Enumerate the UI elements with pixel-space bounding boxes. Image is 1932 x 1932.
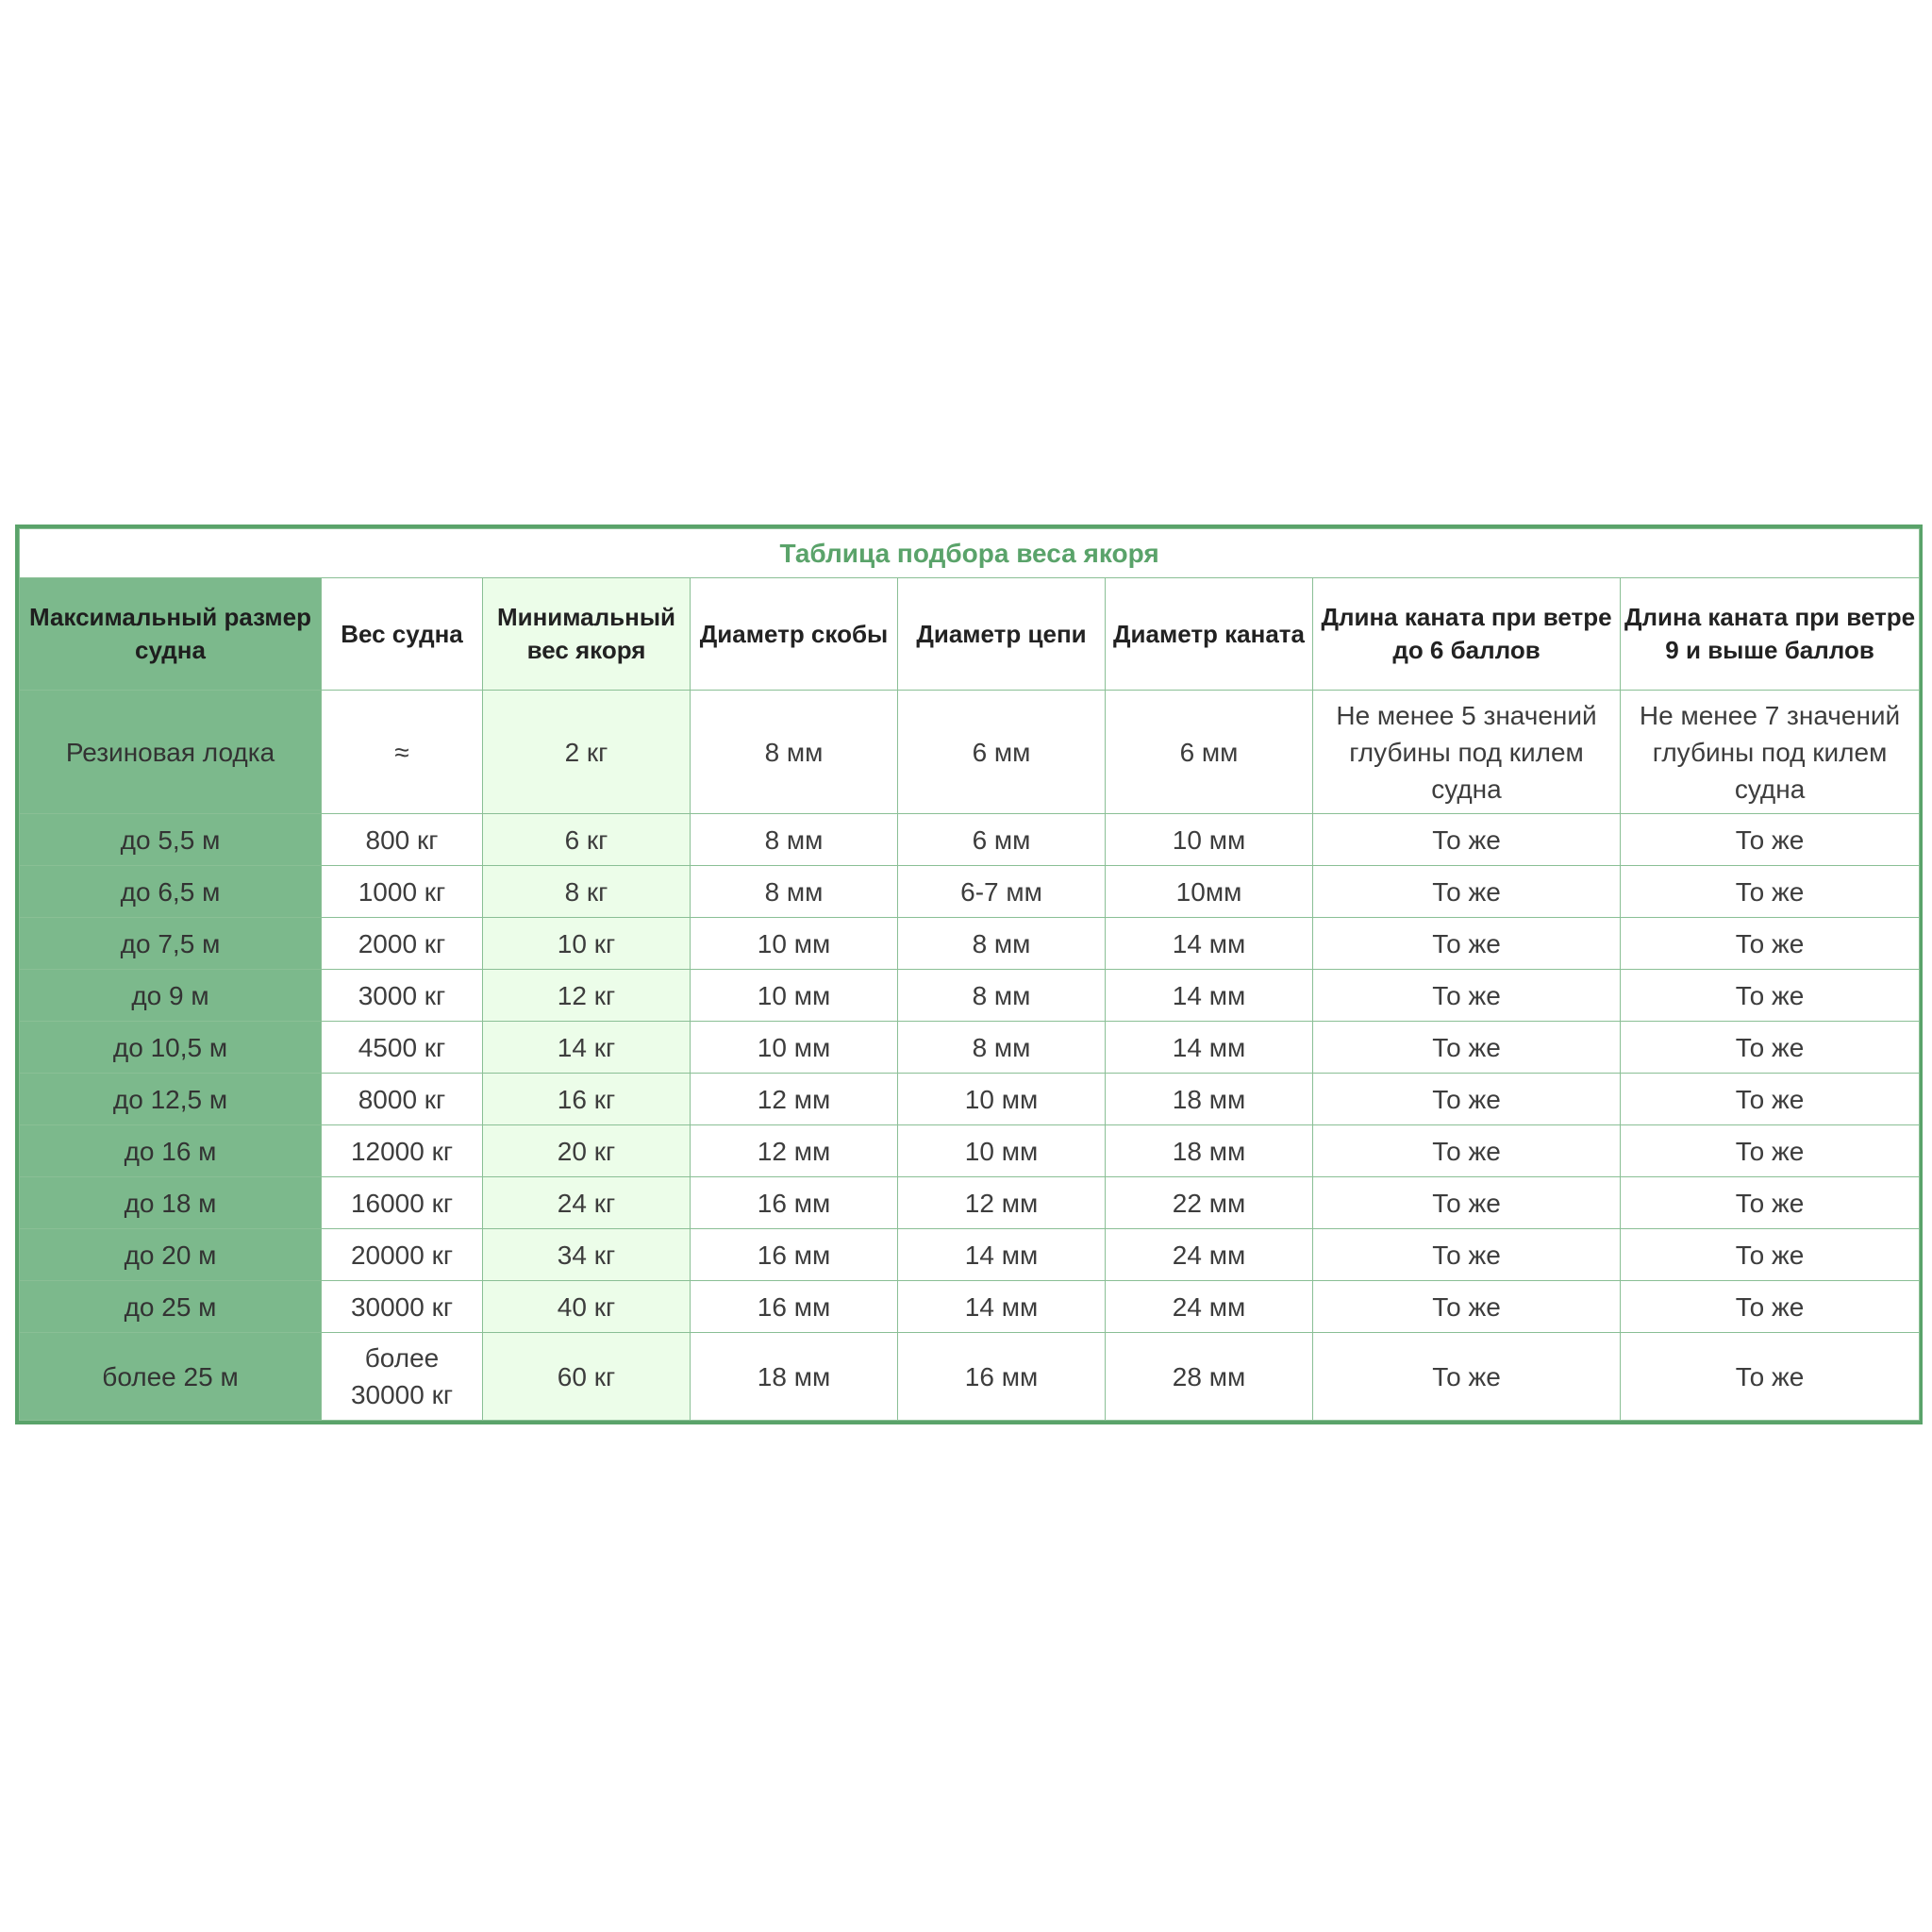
cell-min-anchor-weight: 34 кг — [483, 1229, 691, 1281]
cell-chain-diameter: 14 мм — [898, 1229, 1106, 1281]
cell-max-size: до 20 м — [20, 1229, 322, 1281]
header-row — [20, 578, 1920, 691]
cell-rope-length-wind-6: То же — [1313, 918, 1621, 970]
table-row — [20, 1074, 1920, 1125]
cell-rope-length-wind-9: То же — [1621, 1022, 1920, 1074]
cell-rope-diameter: 22 мм — [1106, 1177, 1313, 1229]
cell-rope-length-wind-9: Не менее 7 значений глубины под килем судна — [1621, 691, 1920, 814]
header-shackle-diameter: Диаметр скобы — [691, 578, 898, 691]
cell-vessel-weight: 3000 кг — [322, 970, 483, 1022]
header-rope-length-wind-6: Длина каната при ветре до 6 баллов — [1313, 578, 1621, 691]
cell-vessel-weight: 12000 кг — [322, 1125, 483, 1177]
cell-max-size: до 5,5 м — [20, 814, 322, 866]
table-row — [20, 814, 1920, 866]
cell-rope-length-wind-9: То же — [1621, 1074, 1920, 1125]
cell-shackle-diameter: 16 мм — [691, 1177, 898, 1229]
header-rope-diameter: Диаметр каната — [1106, 578, 1313, 691]
cell-shackle-diameter: 8 мм — [691, 866, 898, 918]
cell-vessel-weight: 20000 кг — [322, 1229, 483, 1281]
cell-rope-diameter: 18 мм — [1106, 1074, 1313, 1125]
cell-min-anchor-weight: 12 кг — [483, 970, 691, 1022]
cell-rope-length-wind-6: То же — [1313, 970, 1621, 1022]
cell-min-anchor-weight: 14 кг — [483, 1022, 691, 1074]
cell-rope-diameter: 6 мм — [1106, 691, 1313, 814]
cell-max-size: до 25 м — [20, 1281, 322, 1333]
table-row — [20, 1229, 1920, 1281]
cell-chain-diameter: 16 мм — [898, 1333, 1106, 1421]
cell-min-anchor-weight: 24 кг — [483, 1177, 691, 1229]
cell-chain-diameter: 8 мм — [898, 970, 1106, 1022]
cell-chain-diameter: 10 мм — [898, 1125, 1106, 1177]
cell-vessel-weight: 4500 кг — [322, 1022, 483, 1074]
cell-rope-length-wind-9: То же — [1621, 866, 1920, 918]
cell-chain-diameter: 8 мм — [898, 918, 1106, 970]
anchor-weight-table-frame — [15, 525, 1923, 1424]
cell-chain-diameter: 6-7 мм — [898, 866, 1106, 918]
table-row — [20, 970, 1920, 1022]
cell-shackle-diameter: 18 мм — [691, 1333, 898, 1421]
cell-max-size: до 16 м — [20, 1125, 322, 1177]
cell-min-anchor-weight: 8 кг — [483, 866, 691, 918]
table-row — [20, 1022, 1920, 1074]
cell-rope-length-wind-6: То же — [1313, 1177, 1621, 1229]
header-max-size: Максимальный размер судна — [20, 578, 322, 691]
cell-rope-diameter: 24 мм — [1106, 1229, 1313, 1281]
cell-min-anchor-weight: 6 кг — [483, 814, 691, 866]
cell-rope-diameter: 18 мм — [1106, 1125, 1313, 1177]
cell-shackle-diameter: 12 мм — [691, 1125, 898, 1177]
cell-max-size: до 9 м — [20, 970, 322, 1022]
cell-shackle-diameter: 10 мм — [691, 970, 898, 1022]
cell-chain-diameter: 10 мм — [898, 1074, 1106, 1125]
table-row — [20, 691, 1920, 814]
cell-min-anchor-weight: 40 кг — [483, 1281, 691, 1333]
cell-rope-length-wind-9: То же — [1621, 1281, 1920, 1333]
cell-rope-length-wind-9: То же — [1621, 970, 1920, 1022]
cell-min-anchor-weight: 10 кг — [483, 918, 691, 970]
cell-min-anchor-weight: 2 кг — [483, 691, 691, 814]
cell-min-anchor-weight: 16 кг — [483, 1074, 691, 1125]
cell-rope-length-wind-6: То же — [1313, 1229, 1621, 1281]
cell-shackle-diameter: 16 мм — [691, 1229, 898, 1281]
table-row — [20, 1177, 1920, 1229]
cell-rope-length-wind-6: То же — [1313, 1074, 1621, 1125]
cell-shackle-diameter: 8 мм — [691, 814, 898, 866]
cell-rope-length-wind-6: То же — [1313, 1125, 1621, 1177]
cell-max-size: до 18 м — [20, 1177, 322, 1229]
cell-rope-length-wind-9: То же — [1621, 1125, 1920, 1177]
table-row — [20, 1333, 1920, 1421]
cell-vessel-weight: 8000 кг — [322, 1074, 483, 1125]
table-row — [20, 918, 1920, 970]
cell-max-size: до 6,5 м — [20, 866, 322, 918]
cell-rope-length-wind-6: То же — [1313, 1333, 1621, 1421]
cell-rope-length-wind-9: То же — [1621, 1333, 1920, 1421]
cell-rope-length-wind-6: То же — [1313, 866, 1621, 918]
cell-rope-length-wind-9: То же — [1621, 1229, 1920, 1281]
table-title: Таблица подбора веса якоря — [20, 529, 1920, 578]
header-min-anchor-weight: Минимальный вес якоря — [483, 578, 691, 691]
cell-rope-diameter: 14 мм — [1106, 1022, 1313, 1074]
cell-rope-length-wind-9: То же — [1621, 918, 1920, 970]
table-row — [20, 1125, 1920, 1177]
cell-rope-diameter: 28 мм — [1106, 1333, 1313, 1421]
header-chain-diameter: Диаметр цепи — [898, 578, 1106, 691]
cell-vessel-weight: 30000 кг — [322, 1281, 483, 1333]
cell-vessel-weight: 1000 кг — [322, 866, 483, 918]
cell-max-size: до 10,5 м — [20, 1022, 322, 1074]
cell-rope-length-wind-9: То же — [1621, 814, 1920, 866]
cell-max-size: более 25 м — [20, 1333, 322, 1421]
cell-vessel-weight: 16000 кг — [322, 1177, 483, 1229]
header-vessel-weight: Вес судна — [322, 578, 483, 691]
cell-vessel-weight: ≈ — [322, 691, 483, 814]
cell-rope-diameter: 24 мм — [1106, 1281, 1313, 1333]
cell-max-size: до 7,5 м — [20, 918, 322, 970]
cell-rope-length-wind-6: Не менее 5 значений глубины под килем судна — [1313, 691, 1621, 814]
cell-vessel-weight: более 30000 кг — [322, 1333, 483, 1421]
cell-rope-length-wind-9: То же — [1621, 1177, 1920, 1229]
cell-shackle-diameter: 16 мм — [691, 1281, 898, 1333]
cell-shackle-diameter: 10 мм — [691, 1022, 898, 1074]
cell-chain-diameter: 6 мм — [898, 814, 1106, 866]
cell-rope-diameter: 10 мм — [1106, 814, 1313, 866]
cell-shackle-diameter: 8 мм — [691, 691, 898, 814]
cell-chain-diameter: 6 мм — [898, 691, 1106, 814]
header-rope-length-wind-9: Длина каната при ветре 9 и выше баллов — [1621, 578, 1920, 691]
cell-vessel-weight: 2000 кг — [322, 918, 483, 970]
cell-chain-diameter: 12 мм — [898, 1177, 1106, 1229]
cell-vessel-weight: 800 кг — [322, 814, 483, 866]
cell-chain-diameter: 14 мм — [898, 1281, 1106, 1333]
cell-rope-diameter: 14 мм — [1106, 970, 1313, 1022]
cell-chain-diameter: 8 мм — [898, 1022, 1106, 1074]
table-row — [20, 866, 1920, 918]
cell-rope-length-wind-6: То же — [1313, 1022, 1621, 1074]
cell-rope-diameter: 14 мм — [1106, 918, 1313, 970]
table-row — [20, 1281, 1920, 1333]
cell-min-anchor-weight: 60 кг — [483, 1333, 691, 1421]
cell-shackle-diameter: 12 мм — [691, 1074, 898, 1125]
cell-rope-length-wind-6: То же — [1313, 814, 1621, 866]
cell-rope-length-wind-6: То же — [1313, 1281, 1621, 1333]
cell-max-size: до 12,5 м — [20, 1074, 322, 1125]
cell-shackle-diameter: 10 мм — [691, 918, 898, 970]
cell-rope-diameter: 10мм — [1106, 866, 1313, 918]
anchor-weight-table — [19, 528, 1920, 1421]
cell-min-anchor-weight: 20 кг — [483, 1125, 691, 1177]
cell-max-size: Резиновая лодка — [20, 691, 322, 814]
